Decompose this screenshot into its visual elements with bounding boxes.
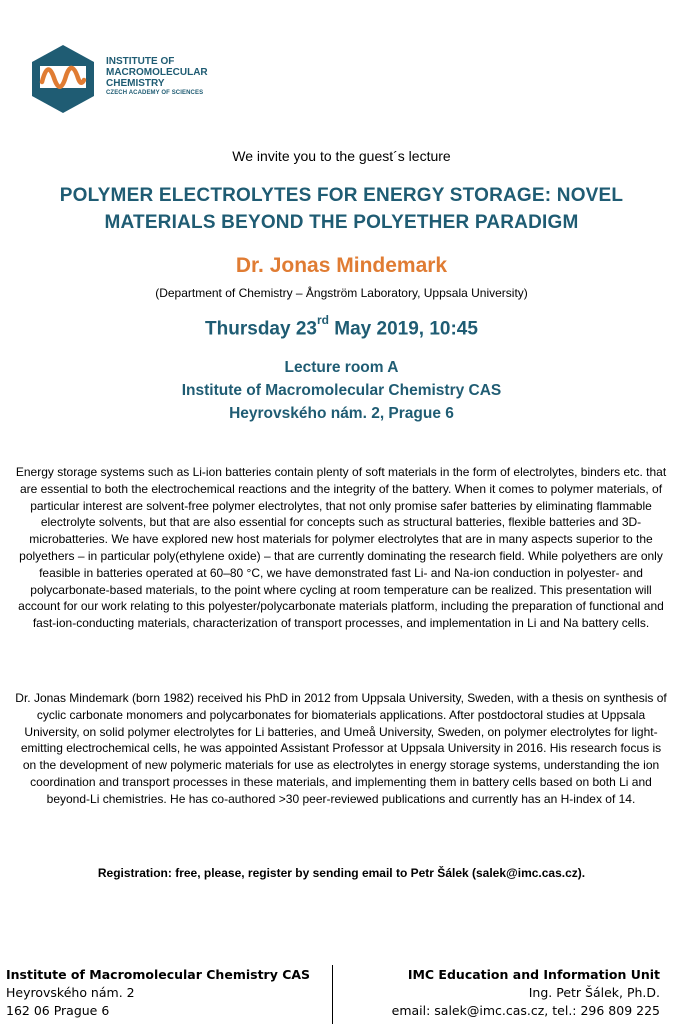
speaker-affiliation: (Department of Chemistry – Ångström Laboratory, Uppsala University) [155,286,528,300]
abstract-paragraph: Energy storage systems such as Li-ion batteries contain plenty of soft materials in the form of electrolytes, binders etc. that are essential to both the electrochemical reactions and the integrity of the battery. When it comes to polymer materials, of particular interest are solvent-free polymer electrolytes, that not only promise safer batteries by eliminating flammable electrolyte solvents, but that are also essential for concepts such as structural batteries, flexible batteries and 3D-microbatteries. We have explored new host materials for polymer electrolytes that are in many aspects superior to the polyethers – in particular poly(ethylene oxide) – that are currently dominating the research field. While polyethers are only feasible in batteries operated at 60–80 °C, we have demonstrated fast Li- and Na-ion conduction in polyester- and polycarbonate-based materials, to the point where cycling at room temperature can be realized. This presentation will account for our work relating to this polyester/polycarbonate materials platform, including the preparation of functional and fast-ion-conducting materials, characterization of transport processes, and implementation in Li and Na battery cells. [15,465,667,631]
venue-room: Lecture room A [284,359,399,376]
speaker-name: Dr. Jonas Mindemark [235,254,448,277]
hexagon-logo-icon [30,44,96,114]
footer-email-phone: email: salek@imc.cas.cz, tel.: 296 809 225 [391,1003,660,1018]
lecture-date [0,313,683,340]
footer-org: Institute of Macromolecular Chemistry CAS [6,967,311,982]
logo-line-4: CZECH ACADEMY OF SCIENCES [106,90,204,96]
footer-contact [392,966,660,1020]
logo-line-1: INSTITUTE OF [106,56,175,67]
bio-paragraph: Dr. Jonas Mindemark (born 1982) received his PhD in 2012 from Uppsala University, Sweden, with a thesis on synthesis of cyclic carbonate monomers and polycarbonates for biomaterials applications. After postdoctoral studies at Uppsala University, on solid polymer electrolytes for Li batteries, and Umeå University, Sweden, on polymer electrolytes for light-emitting electrochemical cells, he was appointed Assistant Professor at Uppsala University in 2016. His research focus is on the development of new polymeric materials for use as electrolytes in energy storage systems, understanding the ion coordination and transport processes in these materials, and implementing them in battery cells based on both Li and beyond-Li chemistries. He has co-authored >30 peer-reviewed publications and currently has an H-index of 14. [15,691,667,806]
venue-address: Heyrovského nám. 2, Prague 6 [229,405,454,422]
invite-text: We invite you to the guest´s lecture [232,148,451,164]
date-rest: May 2019, 10:45 [328,318,478,340]
logo-wordmark [106,56,208,98]
lecture-title [0,182,683,236]
registration-note: Registration: free, please, register by sending email to Petr Šálek (salek@imc.cas.cz). [97,866,586,880]
date-prefix: Thursday 23 [205,318,317,340]
venue [0,356,683,425]
logo-line-2: MACROMOLECULAR [106,67,208,78]
date-ordinal: rd [316,313,329,327]
venue-institute: Institute of Macromolecular Chemistry CAS [181,382,502,399]
logo-line-3: CHEMISTRY [106,78,165,89]
lecture-title-line-2: MATERIALS BEYOND THE POLYETHER PARADIGM [104,212,579,233]
footer-city: 162 06 Prague 6 [6,1003,110,1018]
footer-unit: IMC Education and Information Unit [407,967,660,982]
footer-divider [332,965,333,1024]
footer-street: Heyrovského nám. 2 [6,985,135,1000]
institute-logo [30,44,230,114]
footer-person: Ing. Petr Šálek, Ph.D. [528,985,660,1000]
footer-address [6,966,310,1020]
lecture-title-line-1: POLYMER ELECTROLYTES FOR ENERGY STORAGE: NOVEL [59,185,624,206]
